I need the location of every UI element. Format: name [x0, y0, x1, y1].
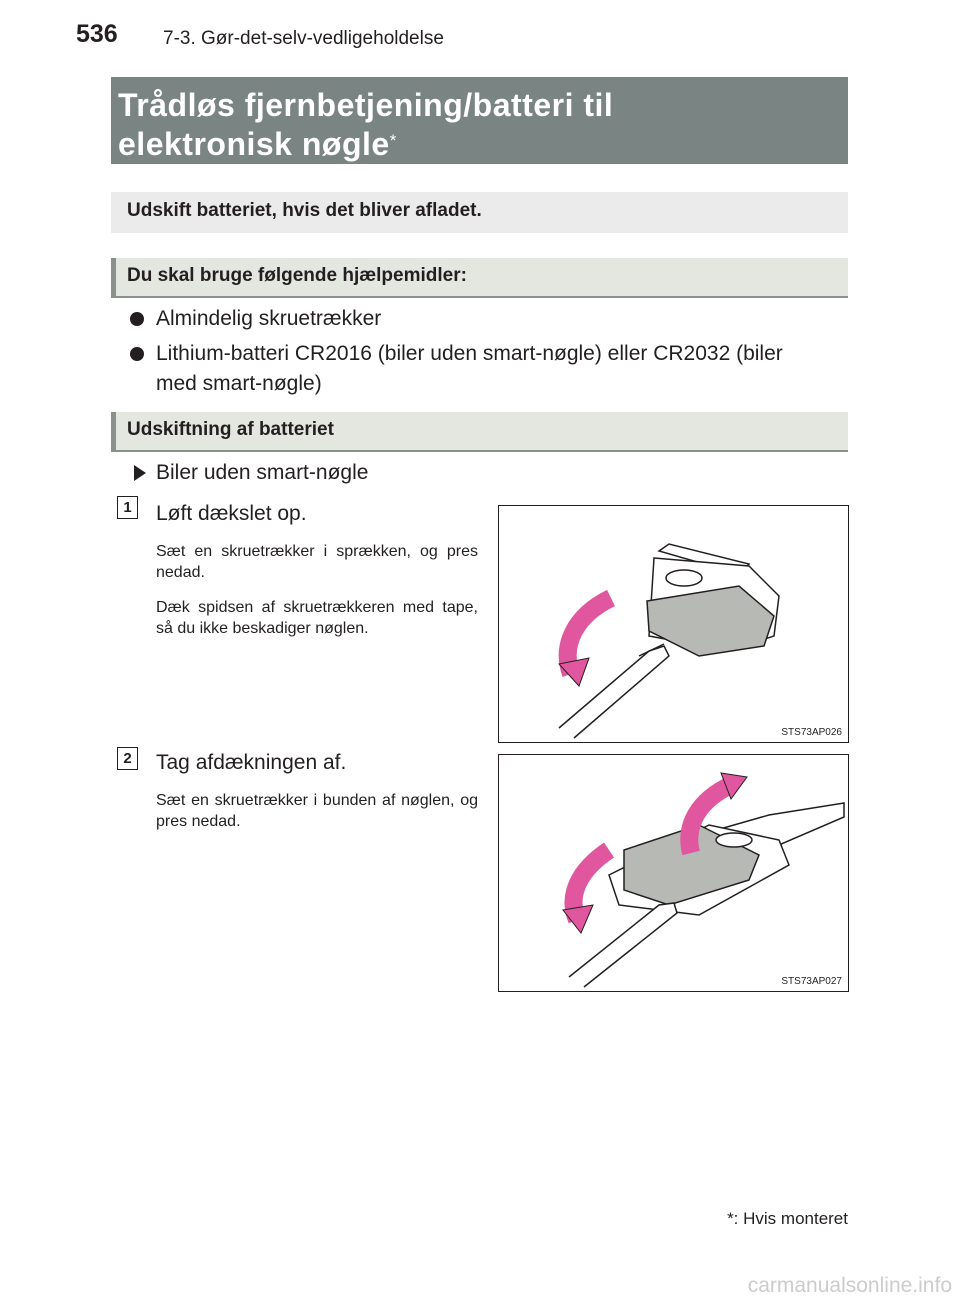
figure-lift-cover	[498, 505, 849, 743]
step-number-1: 1	[117, 496, 138, 519]
step-title-1: Løft dækslet op.	[156, 502, 307, 525]
step-2-paragraph-1: Sæt en skruetrækker i bunden af nøglen, og pres nedad.	[156, 792, 478, 830]
title-line-1: Trådløs fjernbetjening/batteri til	[118, 87, 614, 123]
list-item-text: Almindelig skruetrækker	[156, 307, 382, 330]
step-number-2: 2	[117, 747, 138, 770]
section-title: 7-3. Gør-det-selv-vedligeholdelse	[163, 28, 444, 49]
list-item-continuation: med smart-nøgle)	[156, 372, 322, 395]
footnote: *: Hvis monteret	[727, 1209, 848, 1228]
key-cover-illustration	[499, 506, 848, 742]
figure-remove-cover	[498, 754, 849, 992]
step-1-paragraph-2: Dæk spidsen af skruetrækkeren med tape, så du ikke beskadiger nøglen.	[156, 599, 478, 637]
key-removal-illustration	[499, 755, 848, 991]
subsection-text: Biler uden smart-nøgle	[156, 461, 369, 484]
step-title-2: Tag afdækningen af.	[156, 751, 347, 774]
list-item-text: Lithium-batteri CR2016 (biler uden smart-nøgle) eller CR2032 (biler	[156, 342, 783, 365]
figure-code-2: STS73AP027	[781, 976, 842, 987]
figure-code-1: STS73AP026	[781, 727, 842, 738]
tools-heading-text: Du skal bruge følgende hjælpemidler:	[127, 265, 467, 286]
watermark: carmanualsonline.info	[747, 1274, 952, 1297]
page-title	[118, 86, 613, 164]
replacement-heading-text: Udskiftning af batteriet	[127, 419, 334, 440]
bullet-icon	[130, 312, 144, 326]
triangle-icon	[134, 465, 146, 481]
bullet-icon	[130, 347, 144, 361]
title-mark: *	[389, 131, 397, 150]
intro-text: Udskift batteriet, hvis det bliver afladet.	[127, 200, 482, 221]
title-line-2: elektronisk nøgle	[118, 126, 390, 162]
tools-heading	[111, 258, 848, 298]
step-1-paragraph-1: Sæt en skruetrækker i sprækken, og pres nedad.	[156, 543, 478, 581]
replacement-heading	[111, 412, 848, 452]
page-number: 536	[76, 20, 118, 48]
